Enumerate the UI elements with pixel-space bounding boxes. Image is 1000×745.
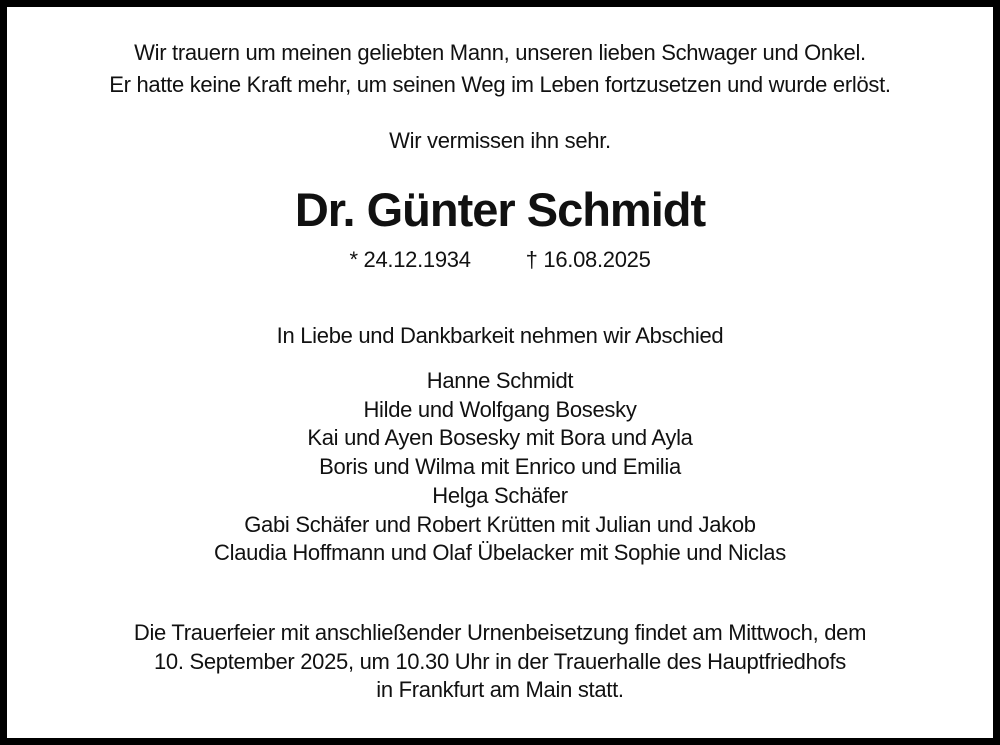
birth-date: * 24.12.1934 (349, 247, 471, 272)
farewell-line: In Liebe und Dankbarkeit nehmen wir Abschied (276, 323, 724, 348)
mourner: Hanne Schmidt (426, 368, 574, 393)
funeral-line: in Frankfurt am Main statt. (376, 677, 624, 702)
death-date: † 16.08.2025 (525, 247, 651, 272)
funeral-line: 10. September 2025, um 10.30 Uhr in der Trauerhalle des Hauptfriedhofs (154, 649, 846, 674)
life-dates (7, 246, 993, 274)
intro-line: Wir trauern um meinen geliebten Mann, unseren lieben Schwager und Onkel. (134, 40, 866, 65)
mourner: Claudia Hoffmann und Olaf Übelacker mit Sophie und Niclas (214, 540, 786, 566)
mourner: Gabi Schäfer und Robert Krütten mit Julian und Jakob (244, 511, 756, 537)
deceased-name: Dr. Günter Schmidt (294, 183, 706, 236)
intro-line: Er hatte keine Kraft mehr, um seinen Weg im Leben fortzusetzen und wurde erlöst. (109, 72, 891, 97)
funeral-line: Die Trauerfeier mit anschließender Urnenbeisetzung findet am Mittwoch, dem (133, 620, 867, 645)
mourner: Kai und Ayen Bosesky mit Bora und Ayla (307, 425, 693, 451)
mourner: Boris und Wilma mit Enrico und Emilia (319, 454, 681, 480)
death-notice (7, 7, 993, 738)
mourner: Helga Schäfer (432, 482, 568, 508)
miss-line: Wir vermissen ihn sehr. (389, 128, 611, 153)
mourner: Hilde und Wolfgang Bosesky (363, 396, 637, 422)
